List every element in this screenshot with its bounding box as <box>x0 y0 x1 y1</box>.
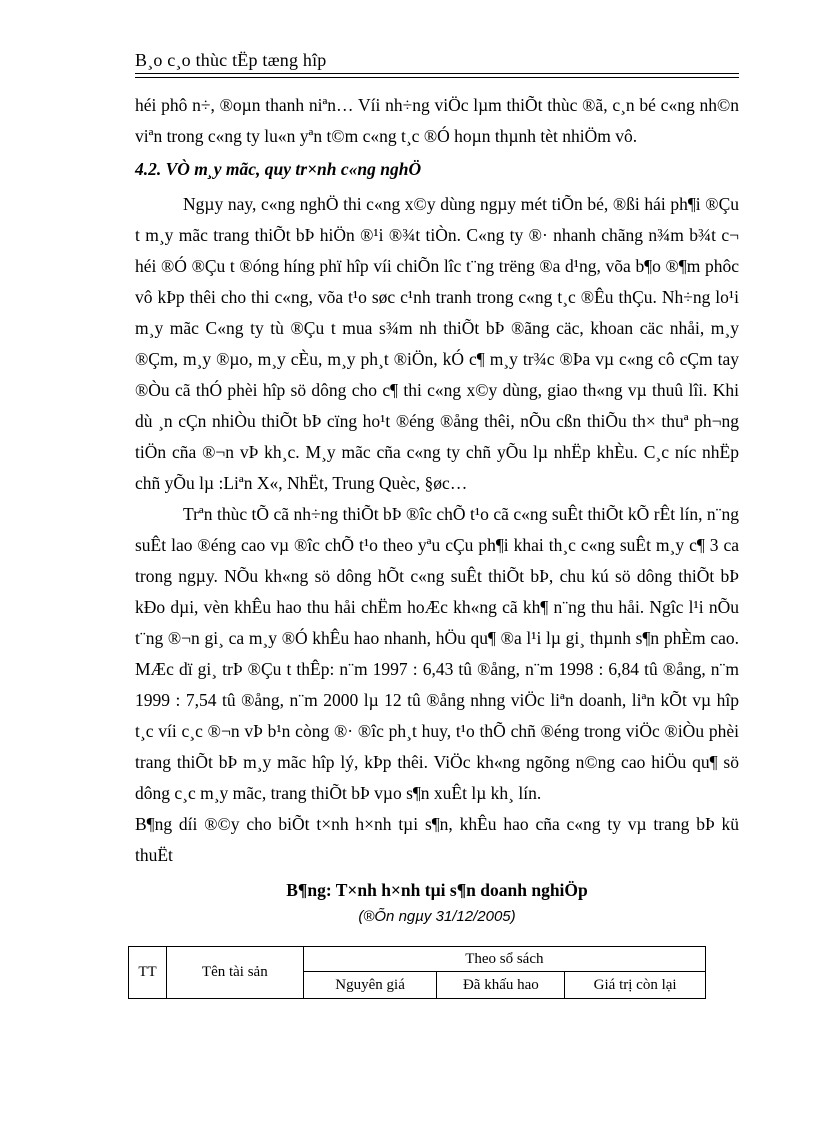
header-original-cost: Nguyên giá <box>303 972 437 999</box>
paragraph-continuation: héi phô n÷, ®oµn thanh niªn… Víi nh÷ng viÖc lµm thiÕt thùc ®ã, c¸n bé c«ng nh©n viªn trong c«ng ty lu«n yªn t©m c«ng t¸c ®Ó hoµn thµnh tèt nhiÖm vô. <box>135 95 739 146</box>
table-title: B¶ng: T×nh h×nh tµi s¶n doanh nghiÖp <box>286 880 588 900</box>
paragraph-machinery: Ngµy nay, c«ng nghÖ thi c«ng x©y dùng ngµy mét tiÕn bé, ®ßi hái ph¶i ®Çu t m¸y mãc trang thiÕt bÞ hiÖn ®¹i ®¾t tiÒn. C«ng ty ®· nhanh chãng n¾m b¾t c¬ héi ®Ó ®Çu t ®óng híng phï hîp víi chiÕn lîc t¨ng trëng ®a d¹ng, võa b¶o ®¶m phôc vô kÞp thêi cho thi c«ng, võa t¹o søc c¹nh tranh trong c«ng t¸c ®Êu thÇu. Nh÷ng lo¹i m¸y mãc C«ng ty tù ®Çu t mua s¾m nh thiÕt bÞ ®ãng cäc, khoan cäc nhåi, m¸y ®Çm, m¸y ®µo, m¸y cÈu, m¸y ph¸t ®iÖn, kÓ c¶ m¸y tr¾c ®Þa vµ c«ng cô cÇm tay ®Òu cã thÓ phèi hîp sö dông cho c¶ thi c«ng x©y dùng, giao th«ng vµ thuû lîi. Khi dù ¸n cÇn nhiÒu thiÕt bÞ cïng ho¹t ®éng ®ång thêi, nÕu cßn thiÕu th× thuª ph¬ng tiÖn cña ®¬n vÞ kh¸c. M¸y mãc cña c«ng ty chñ yÕu lµ nhËp khÈu. C¸c níc nhËp chñ yÕu lµ :Liªn X«, NhËt, Trung Quèc, §øc… <box>135 194 739 493</box>
header-asset-name: Tên tài sản <box>166 947 303 999</box>
asset-table <box>128 946 706 999</box>
paragraph-capacity: Trªn thùc tÕ cã nh÷ng thiÕt bÞ ®îc chÕ t¹o cã c«ng suÊt thiÕt kÕ rÊt lín, n¨ng suÊt lao ®éng cao vµ ®îc chÕ t¹o theo yªu cÇu ph¶i khai th¸c c«ng suÊt m¸y c¶ 3 ca trong ngµy. NÕu kh«ng sö dông hÕt c«ng suÊt thiÕt bÞ, chu kú sö dông thiÕt bÞ kÐo dµi, vèn khÊu hao thu håi chËm hoÆc kh«ng cã kh¶ n¨ng thu håi. Ngîc l¹i nÕu t¨ng ®¬n gi¸ ca m¸y ®Ó khÊu hao nhanh, hÖu qu¶ ®a l¹i lµ gi¸ thµnh s¶n phÈm cao. MÆc dï gi¸ trÞ ®Çu t thÊp: n¨m 1997 : 6,43 tû ®ång, n¨m 1998 : 6,84 tû ®ång, n¨m 1999 : 7,54 tû ®ång, n¨m 2000 lµ 12 tû ®ång nhng viÖc liªn doanh, liªn kÕt vµ hîp t¸c víi c¸c ®¬n vÞ b¹n còng ®· ®îc ph¸t huy, t¹o thÕ chñ ®éng trong viÖc ®iÒu phèi trang thiÕt bÞ m¸y mãc hîp lý, kÞp thêi. ViÖc kh«ng ngõng n©ng cao hiÖu qu¶ sö dông c¸c m¸y mãc, trang thiÕt bÞ vµo s¶n xuÊt lµ kh¸ lín. <box>135 504 739 803</box>
header-rule-bottom <box>135 77 739 78</box>
header-rule-top <box>135 73 739 74</box>
header-by-books: Theo sổ sách <box>303 947 705 972</box>
paragraph-table-intro: B¶ng díi ®©y cho biÕt t×nh h×nh tµi s¶n, khÊu hao cña c«ng ty vµ trang bÞ kü thuËt <box>135 814 739 865</box>
table-subtitle: (®Õn ngµy 31/12/2005) <box>358 908 516 925</box>
header-remaining-value: Giá trị còn lại <box>565 972 706 999</box>
document-body <box>135 90 739 929</box>
section-heading: 4.2. VÒ m¸y mãc, quy tr×nh c«ng nghÖ <box>135 159 422 179</box>
header-tt: TT <box>129 947 167 999</box>
page-header-title: B¸o c¸o thùc tËp tæng hîp <box>135 50 327 70</box>
header-depreciated: Đã khấu hao <box>437 972 565 999</box>
